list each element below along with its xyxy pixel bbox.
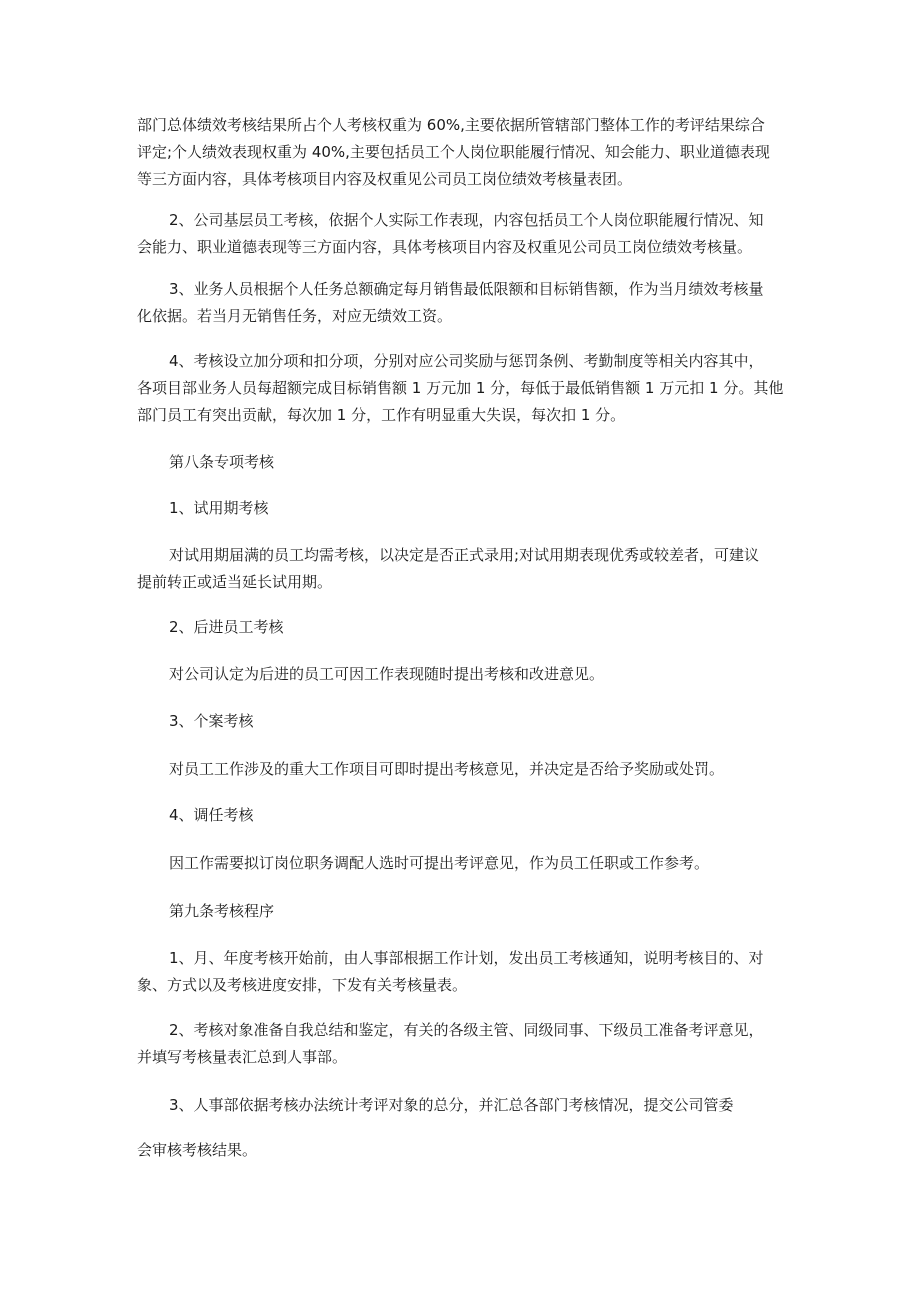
paragraph-procedure-3	[137, 1092, 787, 1119]
text-line: 会审核考核结果。	[137, 1141, 258, 1159]
paragraph-item-4	[137, 348, 787, 429]
text-line: 会能力、职业道德表现等三方面内容，具体考核项目内容及权重见公司员工岗位绩效考核量。	[137, 238, 753, 256]
paragraph-procedure-2	[137, 1017, 787, 1071]
section-heading-article-9	[137, 898, 787, 925]
subheading-underperformer-review	[137, 614, 787, 641]
text-line: 4、调任考核	[169, 806, 254, 824]
text-line: 1、试用期考核	[169, 499, 269, 517]
text-line: 评定;个人绩效表现权重为 40%,主要包括员工个人岗位职能履行情况、知会能力、职业道德表现	[137, 143, 770, 161]
paragraph-underperformer-review	[137, 661, 787, 688]
text-line: 对员工工作涉及的重大工作项目可即时提出考核意见，并决定是否给予奖励或处罚。	[169, 760, 725, 778]
subheading-probation-review	[137, 495, 787, 522]
text-line: 4、考核设立加分项和扣分项，分别对应公司奖励与惩罚条例、考勤制度等相关内容其中，	[169, 352, 764, 370]
text-line: 各项目部业务人员每超额完成目标销售额 1 万元加 1 分，每低于最低销售额 1 万元扣 1 分。其他	[137, 379, 784, 397]
paragraph-procedure-3-continued	[137, 1137, 787, 1164]
text-line: 3、个案考核	[169, 712, 254, 730]
paragraph-item-3	[137, 276, 787, 330]
paragraph-case-review	[137, 756, 787, 783]
paragraph-procedure-1	[137, 945, 787, 999]
text-line: 3、人事部依据考核办法统计考评对象的总分，并汇总各部门考核情况，提交公司管委	[169, 1096, 734, 1114]
text-line: 并填写考核量表汇总到人事部。	[137, 1048, 348, 1066]
paragraph-item-2	[137, 207, 787, 261]
paragraph-transfer-review	[137, 850, 787, 877]
text-line: 2、后进员工考核	[169, 618, 284, 636]
text-line: 3、业务人员根据个人任务总额确定每月销售最低限额和目标销售额，作为当月绩效考核量	[169, 280, 764, 298]
text-line: 对试用期届满的员工均需考核，以决定是否正式录用;对试用期表现优秀或较差者，可建议	[169, 546, 760, 564]
text-line: 因工作需要拟订岗位职务调配人选时可提出考评意见，作为员工任职或工作参考。	[169, 854, 710, 872]
text-line: 2、公司基层员工考核，依据个人实际工作表现，内容包括员工个人岗位职能履行情况、知	[169, 211, 764, 229]
text-line: 部门总体绩效考核结果所占个人考核权重为 60%,主要依据所管辖部门整体工作的考评结果综合	[137, 116, 765, 134]
subheading-transfer-review	[137, 802, 787, 829]
text-line: 提前转正或适当延长试用期。	[137, 573, 333, 591]
text-line: 化依据。若当月无销售任务，对应无绩效工资。	[137, 307, 453, 325]
text-line: 第九条考核程序	[169, 902, 275, 920]
paragraph-probation-review	[137, 542, 787, 596]
text-line: 部门员工有突出贡献，每次加 1 分，工作有明显重大失误，每次扣 1 分。	[137, 406, 626, 424]
text-line: 等三方面内容，具体考核项目内容及权重见公司员工岗位绩效考核量表团。	[137, 170, 633, 188]
text-line: 对公司认定为后进的员工可因工作表现随时提出考核和改进意见。	[169, 665, 605, 683]
text-line: 第八条专项考核	[169, 453, 275, 471]
section-heading-article-8	[137, 449, 787, 476]
text-line: 1、月、年度考核开始前，由人事部根据工作计划，发出员工考核通知，说明考核目的、对	[169, 949, 764, 967]
text-line: 象、方式以及考核进度安排，下发有关考核量表。	[137, 976, 468, 994]
subheading-case-review	[137, 708, 787, 735]
text-line: 2、考核对象准备自我总结和鉴定，有关的各级主管、同级同事、下级员工准备考评意见，	[169, 1021, 764, 1039]
paragraph-weight-description	[137, 112, 787, 193]
